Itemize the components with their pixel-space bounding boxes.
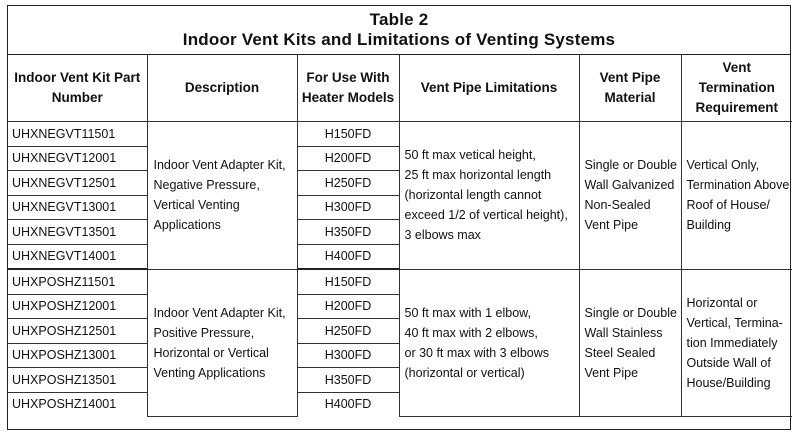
heater-model-cell: H200FD: [297, 146, 399, 171]
material-cell-line: Non-Sealed: [584, 198, 651, 213]
heater-model-cell: H350FD: [297, 368, 399, 393]
description-cell-line: Positive Pressure,: [153, 325, 255, 340]
description-cell-line: Indoor Vent Adapter Kit,: [153, 305, 286, 320]
limitations-cell: [399, 122, 579, 270]
heater-model-cell: H150FD: [297, 122, 399, 147]
heater-model-cell: H200FD: [297, 294, 399, 319]
limitations-cell-line: or 30 ft max with 3 elbows: [404, 345, 550, 360]
material-cell: [579, 122, 681, 270]
part-number-cell: UHXNEGVT13501: [8, 220, 147, 245]
part-number-cell: UHXPOSHZ13501: [8, 368, 147, 393]
limitations-cell: [399, 269, 579, 416]
heater-model-cell: H150FD: [297, 269, 399, 294]
description-cell-line: Applications: [153, 218, 221, 233]
limitations-cell-line: 25 ft max horizontal length: [404, 168, 552, 183]
termination-cell-line: Outside Wall of: [686, 355, 771, 370]
part-number-cell: UHXNEGVT13001: [8, 195, 147, 220]
header-row: [8, 55, 792, 122]
description-cell-line: Venting Applications: [153, 365, 266, 380]
part-number-cell: UHXNEGVT11501: [8, 122, 147, 147]
header-limitations: Vent Pipe Limitations: [399, 55, 579, 122]
table-row: [8, 269, 792, 294]
material-cell-line: Single or Double: [584, 158, 677, 173]
description-cell: [147, 122, 297, 270]
limitations-cell-line: (horizontal or vertical): [404, 365, 525, 380]
termination-cell-line: Termination Above: [686, 178, 790, 193]
part-number-cell: UHXNEGVT14001: [8, 244, 147, 269]
limitations-cell-line: 40 ft max with 2 elbows,: [404, 325, 538, 340]
material-cell-line: Vent Pipe: [584, 218, 639, 233]
material-cell-line: Steel Sealed: [584, 345, 656, 360]
material-cell: [579, 269, 681, 416]
termination-cell-line: House/Building: [686, 375, 771, 390]
heater-model-cell: H300FD: [297, 343, 399, 368]
table-title: [8, 6, 790, 55]
description-cell-line: Vertical Venting: [153, 198, 240, 213]
termination-cell-line: Vertical, Termina-: [686, 315, 783, 330]
limitations-cell-line: exceed 1/2 of vertical height),: [404, 208, 568, 223]
material-cell-line: Single or Double: [584, 305, 677, 320]
heater-model-cell: H400FD: [297, 244, 399, 269]
table-caption: Indoor Vent Kits and Limitations of Venting Systems: [182, 30, 616, 49]
heater-model-cell: H250FD: [297, 171, 399, 196]
termination-cell: [681, 122, 792, 270]
part-number-cell: UHXPOSHZ14001: [8, 392, 147, 416]
table-body: [8, 122, 792, 417]
heater-model-cell: H400FD: [297, 392, 399, 416]
heater-model-cell: H300FD: [297, 195, 399, 220]
termination-cell: [681, 269, 792, 416]
part-number-cell: UHXPOSHZ13001: [8, 343, 147, 368]
limitations-cell-line: (horizontal length cannot: [404, 188, 542, 203]
heater-model-cell: H350FD: [297, 220, 399, 245]
material-cell-line: Wall Stainless: [584, 325, 663, 340]
limitations-cell-line: 3 elbows max: [404, 228, 481, 243]
header-termination: Vent Termination Requirement: [681, 55, 792, 122]
table-number: Table 2: [369, 10, 429, 29]
material-cell-line: Wall Galvanized: [584, 178, 675, 193]
heater-model-cell: H250FD: [297, 319, 399, 344]
limitations-cell-line: 50 ft max with 1 elbow,: [404, 305, 531, 320]
vent-kits-table-frame: [7, 5, 791, 430]
part-number-cell: UHXPOSHZ12001: [8, 294, 147, 319]
description-cell-line: Horizontal or Vertical: [153, 345, 269, 360]
termination-cell-line: Building: [686, 218, 731, 233]
description-cell-line: Indoor Vent Adapter Kit,: [153, 158, 286, 173]
table-row: [8, 122, 792, 147]
header-description: Description: [147, 55, 297, 122]
part-number-cell: UHXNEGVT12001: [8, 146, 147, 171]
material-cell-line: Vent Pipe: [584, 365, 639, 380]
description-cell: [147, 269, 297, 416]
header-models: For Use With Heater Models: [297, 55, 399, 122]
header-material: Vent Pipe Material: [579, 55, 681, 122]
termination-cell-line: Horizontal or: [686, 295, 758, 310]
limitations-cell-line: 50 ft max vetical height,: [404, 148, 536, 163]
termination-cell-line: tion Immediately: [686, 335, 778, 350]
part-number-cell: UHXPOSHZ11501: [8, 269, 147, 294]
termination-cell-line: Vertical Only,: [686, 158, 760, 173]
header-part-number: Indoor Vent Kit Part Number: [8, 55, 147, 122]
vent-kits-table: [8, 55, 792, 417]
part-number-cell: UHXPOSHZ12501: [8, 319, 147, 344]
description-cell-line: Negative Pressure,: [153, 178, 260, 193]
termination-cell-line: Roof of House/: [686, 198, 770, 213]
part-number-cell: UHXNEGVT12501: [8, 171, 147, 196]
